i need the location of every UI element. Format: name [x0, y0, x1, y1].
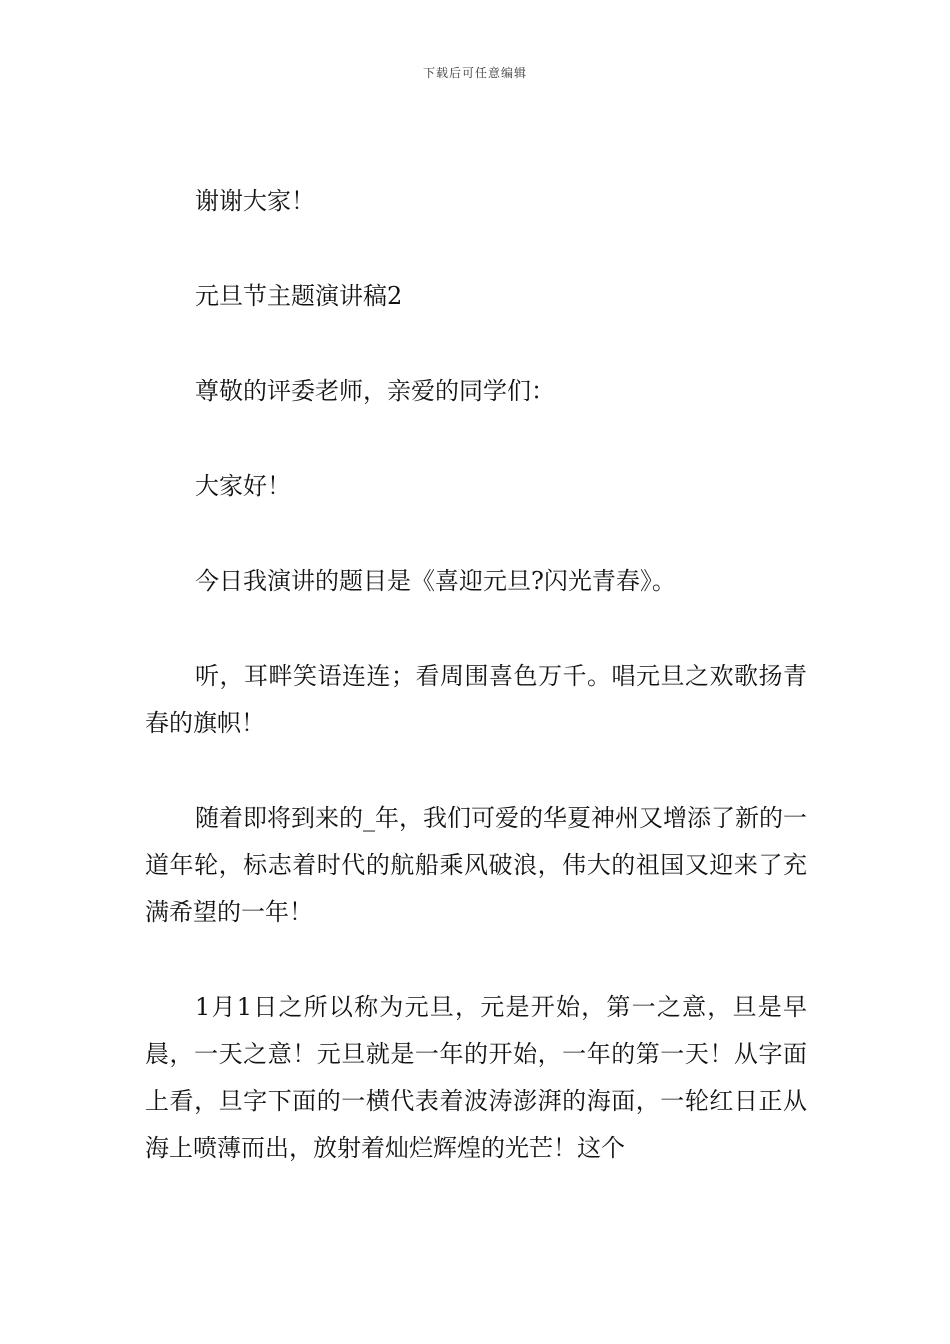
paragraph-greeting: 大家好！ — [195, 472, 291, 500]
paragraph-body: 1月1日之所以称为元旦，元是开始，第一之意，旦是早晨，一天之意！元旦就是一年的开始，一年的第一天！从字面上看，旦字下面的一横代表着波涛澎湃的海面，一轮红日正从海上喷薄而出，放射着灿烂辉煌的光芒！这个 — [145, 993, 807, 1162]
header-note: 下载后可任意编辑 — [422, 66, 527, 80]
paragraph-body: 随着即将到来的_年，我们可爱的华夏神州又增添了新的一道年轮，标志着时代的航船乘风破浪，伟大的祖国又迎来了充满希望的一年！ — [145, 804, 807, 926]
paragraph-closing: 谢谢大家！ — [195, 187, 315, 215]
paragraph-salutation: 尊敬的评委老师，亲爱的同学们： — [195, 377, 555, 405]
paragraph-topic: 今日我演讲的题目是《喜迎元旦?闪光青春》。 — [195, 567, 676, 595]
document-body — [145, 178, 807, 1220]
paragraph-title: 元旦节主题演讲稿2 — [195, 282, 403, 310]
paragraph-body: 听，耳畔笑语连连；看周围喜色万千。唱元旦之欢歌扬青春的旗帜！ — [145, 662, 807, 737]
